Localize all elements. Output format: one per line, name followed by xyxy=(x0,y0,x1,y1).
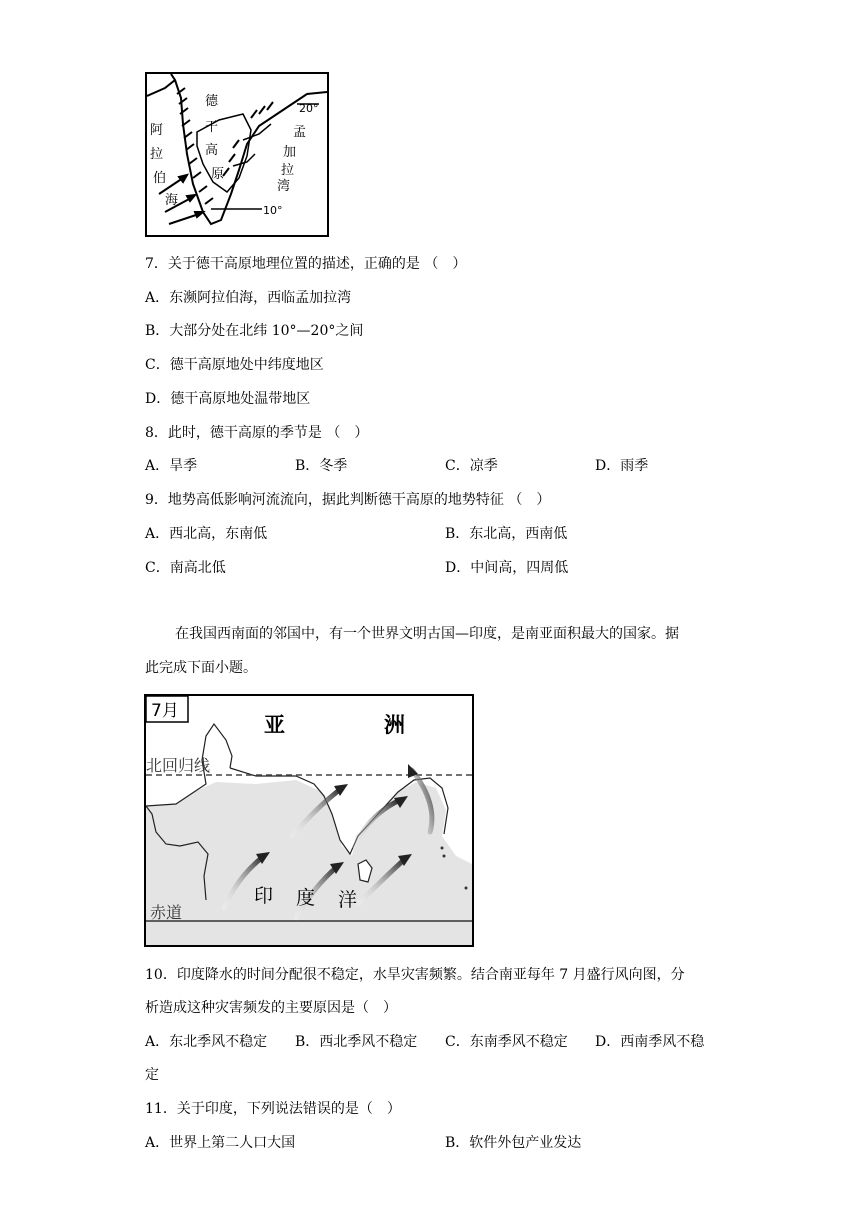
q11-option-a[interactable]: A．世界上第二人口大国 xyxy=(145,1135,296,1151)
q10-option-c[interactable]: C．东南季风不稳定 xyxy=(445,1034,568,1050)
q8-option-d[interactable]: D．雨季 xyxy=(595,458,649,474)
arabian-char: 海 xyxy=(165,193,179,208)
q9-option-a[interactable]: A．西北高，东南低 xyxy=(145,526,268,542)
bengal-char: 湾 xyxy=(277,179,291,194)
lat-10-label: 10° xyxy=(263,204,283,217)
south-asia-wind-map xyxy=(144,694,474,947)
deccan-char: 高 xyxy=(205,143,219,158)
q10-stem-line-2: 析造成这种灾害频发的主要原因是（ ） xyxy=(145,1000,397,1016)
q10-option-d-wrap: 定 xyxy=(145,1067,159,1083)
q10-stem-line-1: 10．印度降水的时间分配很不稳定，水旱灾害频繁。结合南亚每年 7 月盛行风向图，分 xyxy=(145,967,685,983)
q7-stem: 7．关于德干高原地理位置的描述，正确的是 （ ） xyxy=(145,256,467,272)
q9-option-c[interactable]: C．南高北低 xyxy=(145,560,226,576)
deccan-char: 原 xyxy=(211,167,225,182)
q7-option-a[interactable]: A．东濒阿拉伯海，西临孟加拉湾 xyxy=(145,290,352,306)
eastern-ghats xyxy=(223,102,273,176)
island xyxy=(443,855,446,858)
month-label: 7月 xyxy=(151,701,179,721)
deccan-char: 干 xyxy=(205,120,219,135)
q8-stem: 8．此时，德干高原的季节是 （ ） xyxy=(145,425,369,441)
deccan-map xyxy=(145,72,329,237)
ocean-char: 印 xyxy=(254,885,274,907)
q11-stem: 11．关于印度，下列说法错误的是（ ） xyxy=(145,1101,401,1117)
ocean-char: 度 xyxy=(296,887,316,909)
ocean-char: 洋 xyxy=(338,889,358,911)
q8-option-b[interactable]: B．冬季 xyxy=(295,458,348,474)
arabian-char: 伯 xyxy=(153,171,167,186)
q8-option-a[interactable]: A．旱季 xyxy=(145,458,198,474)
river xyxy=(243,124,271,140)
q10-option-a[interactable]: A．东北季风不稳定 xyxy=(145,1034,268,1050)
bengal-char: 加 xyxy=(283,145,297,160)
q10-option-b[interactable]: B．西北季风不稳定 xyxy=(295,1034,418,1050)
q7-option-d[interactable]: D．德干高原地处温带地区 xyxy=(145,391,311,407)
tropic-label: 北回归线 xyxy=(146,756,211,775)
q9-option-b[interactable]: B．东北高，西南低 xyxy=(445,526,568,542)
deccan-map-svg xyxy=(147,74,327,235)
q10-option-d[interactable]: D．西南季风不稳 xyxy=(595,1034,705,1050)
ocean xyxy=(146,780,472,945)
intro-line-1: 在我国西南面的邻国中，有一个世界文明古国—印度，是南亚面积最大的国家。据 xyxy=(175,626,679,642)
asia-char: 亚 xyxy=(264,713,285,737)
equator-label: 赤道 xyxy=(150,903,183,922)
arabian-char: 阿 xyxy=(150,123,164,138)
q7-option-c[interactable]: C．德干高原地处中纬度地区 xyxy=(145,357,324,373)
q11-option-b[interactable]: B．软件外包产业发达 xyxy=(445,1135,582,1151)
island xyxy=(441,847,444,850)
q9-option-d[interactable]: D．中间高，四周低 xyxy=(445,560,569,576)
intro-line-2: 此完成下面小题。 xyxy=(145,660,257,676)
island xyxy=(465,887,468,890)
asia-char: 洲 xyxy=(384,713,405,737)
arabian-char: 拉 xyxy=(150,147,164,162)
q8-option-c[interactable]: C．凉季 xyxy=(445,458,498,474)
bengal-char: 拉 xyxy=(281,163,295,178)
q9-stem: 9．地势高低影响河流流向，据此判断德干高原的地势特征 （ ） xyxy=(145,492,551,508)
q7-option-b[interactable]: B．大部分处在北纬 10°—20°之间 xyxy=(145,323,364,339)
deccan-char: 德 xyxy=(205,94,219,109)
lat-20-label: 20° xyxy=(299,102,319,115)
bengal-char: 孟 xyxy=(293,125,307,140)
wind-map-svg xyxy=(146,696,472,945)
